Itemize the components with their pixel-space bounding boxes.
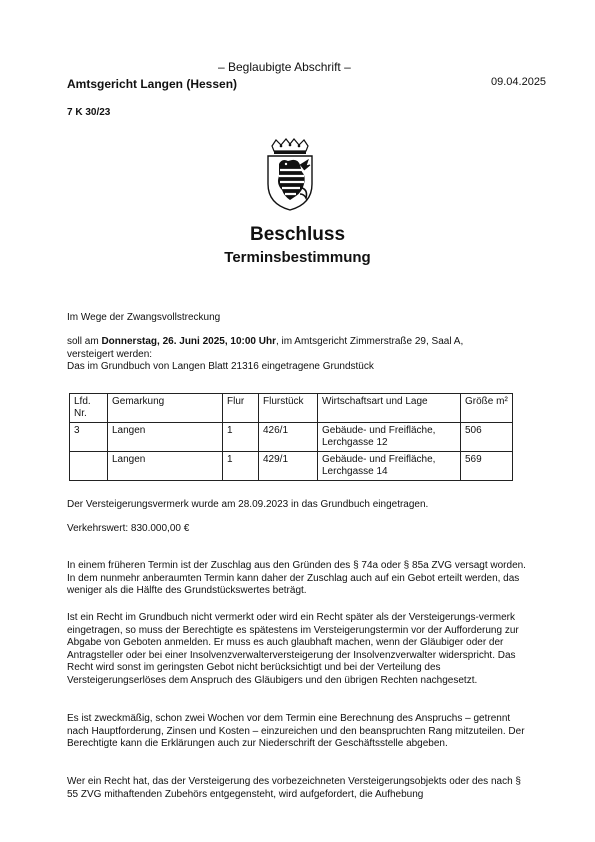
certified-copy-label: – Beglaubigte Abschrift – bbox=[218, 60, 351, 74]
table-cell: 1 bbox=[223, 423, 259, 452]
property-table bbox=[69, 393, 513, 481]
table-header-row bbox=[70, 394, 513, 423]
header-cell: Wirtschaftsart und Lage bbox=[318, 394, 461, 423]
table-cell: 426/1 bbox=[259, 423, 318, 452]
document-date: 09.04.2025 bbox=[491, 76, 547, 88]
document-title: Beschluss bbox=[249, 224, 346, 245]
table-cell: Langen bbox=[108, 423, 223, 452]
case-number: 7 K 30/23 bbox=[67, 107, 111, 118]
schedule-line-2: versteigert werden: bbox=[67, 348, 153, 360]
table-cell: 569 bbox=[461, 452, 513, 481]
table-cell: 1 bbox=[223, 452, 259, 481]
auction-date: Donnerstag, 26. Juni 2025, 10:00 Uhr bbox=[101, 336, 276, 347]
table-cell: 3 bbox=[70, 423, 108, 452]
table-row bbox=[70, 452, 513, 481]
header-cell: Gemarkung bbox=[108, 394, 223, 423]
header-cell: Größe m² bbox=[461, 394, 513, 423]
auction-location: , im Amtsgericht Zimmerstraße 29, Saal A, bbox=[275, 336, 464, 347]
intro-line: Im Wege der Zwangsvollstreckung bbox=[67, 312, 221, 323]
header-cell: Lfd. Nr. bbox=[70, 394, 108, 423]
schedule-line-3: Das im Grundbuch von Langen Blatt 21316 eingetragene Grundstück bbox=[67, 361, 374, 372]
hesse-coat-of-arms-icon bbox=[262, 138, 318, 212]
registration-note: Der Versteigerungsvermerk wurde am 28.09.2023 in das Grundbuch eingetragen. bbox=[67, 499, 429, 510]
court-name: Amtsgericht Langen (Hessen) bbox=[67, 77, 238, 91]
table-cell: Langen bbox=[108, 452, 223, 481]
header-cell: Flurstück bbox=[259, 394, 318, 423]
table-cell: Gebäude- und Freifläche, Lerchgasse 14 bbox=[318, 452, 461, 481]
table-cell: 429/1 bbox=[259, 452, 318, 481]
header-cell: Flur bbox=[223, 394, 259, 423]
market-value: Verkehrswert: 830.000,00 € bbox=[67, 523, 190, 534]
table-row bbox=[70, 423, 513, 452]
document-subtitle: Terminsbestimmung bbox=[224, 249, 371, 266]
body-paragraph: In einem früheren Termin ist der Zuschlag aus den Gründen des § 74a oder § 85a ZVG versagt worden. In dem nunmehr anberaumten Termin kann daher der Zuschlag auch auf ein Gebot erteilt werden, das weniger als die Hälfte des Grundstückswertes beträgt. bbox=[67, 560, 526, 596]
table-cell: 506 bbox=[461, 423, 513, 452]
body-paragraph: Es ist zweckmäßig, schon zwei Wochen vor dem Termin eine Berechnung des Anspruchs – getrennt nach Hauptforderung, Zinsen und Kosten – einzureichen und den beanspruchten Rang mitzuteilen. Der Berechtigte kann die Erklärungen auch zur Niederschrift der Geschäftsstelle abgeben. bbox=[67, 713, 525, 749]
table-cell bbox=[70, 452, 108, 481]
schedule-prefix: soll am bbox=[67, 336, 102, 347]
schedule-block bbox=[67, 336, 529, 374]
body-paragraph: Wer ein Recht hat, das der Versteigerung des vorbezeichneten Versteigerungsobjekts oder des nach § 55 ZVG mithaftenden Zubehörs entgegensteht, wird aufgefordert, die Aufhebung bbox=[67, 776, 521, 800]
table-cell: Gebäude- und Freifläche, Lerchgasse 12 bbox=[318, 423, 461, 452]
body-paragraph: Ist ein Recht im Grundbuch nicht vermerkt oder wird ein Recht später als der Versteigerungs-vermerk eingetragen, so muss der Berechtigte es spätestens im Versteigerungstermin vor der Aufforderung zur Abgabe von Geboten anmelden. Er muss es auch glaubhaft machen, wenn der Gläubiger oder der Antragsteller oder bei einer Insolvenzverwalterversteigerung der Insolvenzverwalter widerspricht. Das Recht wird sonst im geringsten Gebot nicht berücksichtigt und bei der Verteilung des Versteigerungserlöses dem Anspruch des Gläubigers und den übrigen Rechten nachgesetzt. bbox=[67, 612, 519, 686]
